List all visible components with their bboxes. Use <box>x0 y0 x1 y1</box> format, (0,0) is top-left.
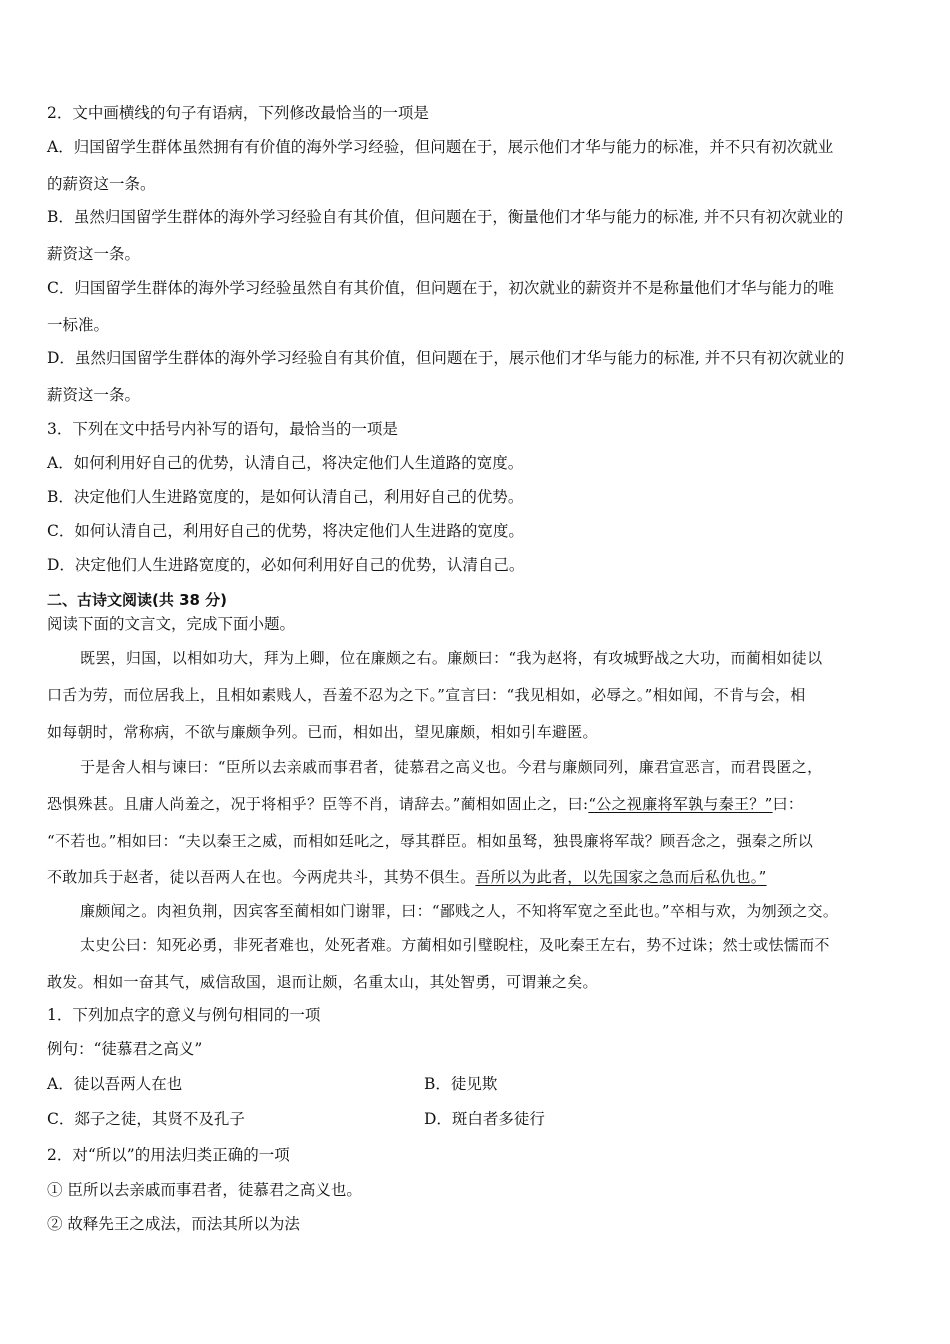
passage-p4-line2: 敢发。相如一奋其气，威信敌国，退而让颇，名重太山，其处智勇，可谓兼之矣。 <box>47 973 598 991</box>
q3-option-d: D．决定他们人生进路宽度的，必如何利用好自己的优势，认清自己。 <box>47 556 525 574</box>
passage-p1-line1: 既罢，归国，以相如功大，拜为上卿，位在廉颇之右。廉颇曰：“我为赵将，有攻城野战之大功，而蔺相如徒以 <box>80 649 823 667</box>
q2-stem: 2．文中画横线的句子有语病，下列修改最恰当的一项是 <box>47 104 429 122</box>
q3-stem: 3．下列在文中括号内补写的语句，最恰当的一项是 <box>47 420 398 438</box>
sq1-option-d: D．斑白者多徒行 <box>424 1110 545 1128</box>
passage-p2-line4-text: 不敢加兵于赵者，徒以吾两人在也。今两虎共斗，其势不俱生。 <box>47 868 476 886</box>
sq2-stem: 2．对“所以”的用法归类正确的一项 <box>47 1146 290 1164</box>
q2-option-c-line1: C．归国留学生群体的海外学习经验虽然自有其价值，但问题在于，初次就业的薪资并不是称量他们才华与能力的唯 <box>47 279 834 297</box>
q3-option-b: B．决定他们人生进路宽度的，是如何认清自己，利用好自己的优势。 <box>47 488 524 506</box>
sq1-option-a: A．徒以吾两人在也 <box>47 1075 183 1093</box>
passage-p2-line4 <box>47 867 910 887</box>
passage-p3: 廉颇闻之。肉袒负荆，因宾客至蔺相如门谢罪，曰：“鄙贱之人，不知将军宽之至此也。”卒相与欢，为刎颈之交。 <box>80 902 839 920</box>
q2-option-a-line2: 的薪资这一条。 <box>47 175 156 193</box>
passage-p2-line3: “不若也。”相如曰：“夫以秦王之威，而相如廷叱之，辱其群臣。相如虽驽，独畏廉将军哉？顾吾念之，强秦之所以 <box>47 832 814 850</box>
q2-option-b-line2: 薪资这一条。 <box>47 245 141 263</box>
passage-p2-line2 <box>47 794 910 814</box>
section-intro: 阅读下面的文言文，完成下面小题。 <box>47 615 296 633</box>
sq2-item-2: ② 故释先王之成法，而法其所以为法 <box>47 1215 300 1233</box>
section-heading: 二、古诗文阅读(共 38 分) <box>47 591 228 609</box>
q2-option-c-line2: 一标准。 <box>47 316 110 334</box>
passage-p1-line3: 如每朝时，常称病，不欲与廉颇争列。已而，相如出，望见廉颇，相如引车避匿。 <box>47 723 598 741</box>
passage-p2-line2-text: 恐惧殊甚。且庸人尚羞之，况于将相乎？臣等不肖，请辞去。”蔺相如固止之，曰: <box>47 795 589 813</box>
q3-option-c: C．如何认清自己，利用好自己的优势，将决定他们人生进路的宽度。 <box>47 522 524 540</box>
passage-p2-line1: 于是舍人相与谏曰：“臣所以去亲戚而事君者，徒慕君之高义也。今君与廉颇同列，廉君宣恶言，而君畏匿之， <box>80 758 823 776</box>
sq1-row1 <box>47 1074 910 1094</box>
passage-p2-line2-tail: 曰： <box>772 795 804 813</box>
q2-option-a-line1: A．归国留学生群体虽然拥有有价值的海外学习经验，但问题在于，展示他们才华与能力的标准，并不只有初次就业 <box>47 138 834 156</box>
underlined-sentence-1: “公之视廉将军孰与秦王？” <box>588 795 773 813</box>
sq1-example: 例句：“徒慕君之高义” <box>47 1040 203 1058</box>
sq1-row2 <box>47 1109 910 1129</box>
passage-p1-line2: 口舌为劳，而位居我上，且相如素贱人，吾羞不忍为之下。”宣言曰：“我见相如，必辱之。”相如闻，不肯与会，相 <box>47 686 806 704</box>
underlined-sentence-2: 吾所以为此者，以先国家之急而后私仇也。” <box>475 868 767 886</box>
q3-option-a: A．如何利用好自己的优势，认清自己，将决定他们人生道路的宽度。 <box>47 454 524 472</box>
sq2-item-1: ① 臣所以去亲戚而事君者，徒慕君之高义也。 <box>47 1181 362 1199</box>
passage-p4-line1: 太史公曰：知死必勇，非死者难也，处死者难。方蔺相如引璧睨柱，及叱秦王左右，势不过诛；然士或怯懦而不 <box>80 936 830 954</box>
q2-option-d-line2: 薪资这一条。 <box>47 386 141 404</box>
q2-option-d-line1: D．虽然归国留学生群体的海外学习经验自有其价值，但问题在于，展示他们才华与能力的标准, 并不只有初次就业的 <box>47 349 845 367</box>
sq1-option-b: B．徒见欺 <box>424 1075 498 1093</box>
sq1-option-c: C．郯子之徒，其贤不及孔子 <box>47 1110 245 1128</box>
q2-option-b-line1: B．虽然归国留学生群体的海外学习经验自有其价值，但问题在于，衡量他们才华与能力的标准, 并不只有初次就业的 <box>47 208 844 226</box>
sq1-stem: 1．下列加点字的意义与例句相同的一项 <box>47 1006 321 1024</box>
